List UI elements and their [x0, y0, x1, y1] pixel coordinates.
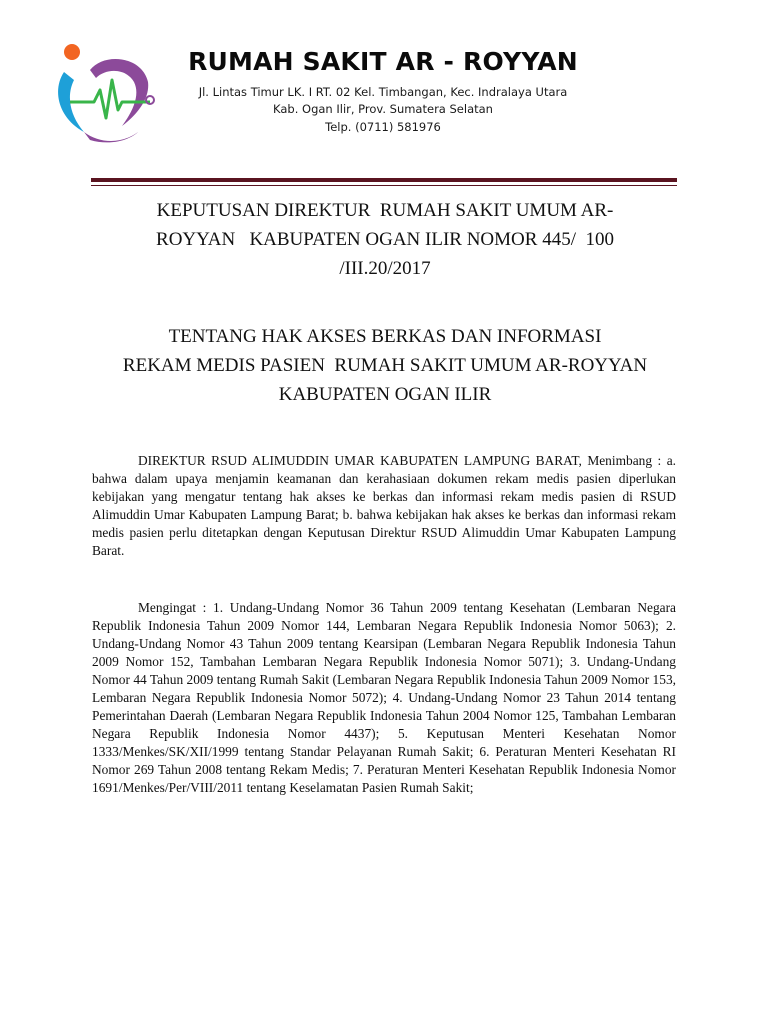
- decree-title-line-3: /III.20/2017: [339, 258, 431, 279]
- decree-title-line-2: ROYYAN KABUPATEN OGAN ILIR NOMOR 445/ 100: [156, 229, 614, 250]
- address-line-1: Jl. Lintas Timur LK. I RT. 02 Kel. Timbangan, Kec. Indralaya Utara: [198, 85, 568, 99]
- header-divider-thin: [91, 185, 677, 186]
- mengingat-paragraph: [92, 599, 676, 797]
- menimbang-text: DIREKTUR RSUD ALIMUDDIN UMAR KABUPATEN LAMPUNG BARAT, Menimbang : a. bahwa dalam upaya menjamin keamanan dan kerahasiaan dokumen rekam medis pasien diperlukan kebijakan yang mengatur tentang hak akses ke berkas dan informasi rekam medis pasien di RSUD Alimuddin Umar Kabupaten Lampung Barat; b. bahwa kebijakan hak akses ke berkas dan informasi rekam medis pasien perlu ditetapkan dengan Keputusan Direktur RSUD Alimuddin Umar Kabupaten Lampung Barat.: [92, 453, 676, 558]
- decree-subject: [95, 322, 675, 409]
- mengingat-text: Mengingat : 1. Undang-Undang Nomor 36 Tahun 2009 tentang Kesehatan (Lembaran Negara Republik Indonesia Tahun 2009 Nomor 144, Lembaran Negara Republik Indonesia Nomor 5063); 2. Undang-Undang Nomor 43 Tahun 2009 tentang Kearsipan (Lembaran Negara Republik Indonesia Tahun 2009 Nomor 152, Tambahan Lembaran Negara Republik Indonesia Nomor 5071); 3. Undang-Undang Nomor 44 Tahun 2009 tentang Rumah Sakit (Lembaran Negara Republik Indonesia Tahun 2009 Nomor 153, Lembaran Negara Republik Indonesia Nomor 5072); 4. Undang-Undang Nomor 23 Tahun 2014 tentang Pemerintahan Daerah (Lembaran Negara Republik Indonesia Tahun 2004 Nomor 125, Tambahan Lembaran Negara Republik Indonesia Nomor 4437); 5. Keputusan Menteri Kesehatan Nomor 1333/Menkes/SK/XII/1999 tentang Standar Pelayanan Rumah Sakit; 6. Peraturan Menteri Kesehatan RI Nomor 269 Tahun 2008 tentang Rekam Medis; 7. Peraturan Menteri Kesehatan Republik Indonesia Nomor 1691/Menkes/Per/VIII/2011 tentang Keselamatan Pasien Rumah Sakit;: [92, 600, 676, 795]
- hospital-name: RUMAH SAKIT AR - ROYYAN: [188, 47, 578, 76]
- decree-subject-line-1: TENTANG HAK AKSES BERKAS DAN INFORMASI: [168, 326, 602, 347]
- address-line-2: Kab. Ogan Ilir, Prov. Sumatera Selatan: [273, 102, 493, 116]
- decree-title: [95, 196, 675, 283]
- decree-subject-line-3: KABUPATEN OGAN ILIR: [278, 384, 492, 405]
- decree-title-line-1: KEPUTUSAN DIREKTUR RUMAH SAKIT UMUM AR-: [156, 200, 614, 221]
- phone-line: Telp. (0711) 581976: [325, 120, 441, 134]
- decree-subject-line-2: REKAM MEDIS PASIEN RUMAH SAKIT UMUM AR-ROYYAN: [122, 355, 648, 376]
- menimbang-paragraph: [92, 452, 676, 560]
- header-divider-thick: [91, 178, 677, 182]
